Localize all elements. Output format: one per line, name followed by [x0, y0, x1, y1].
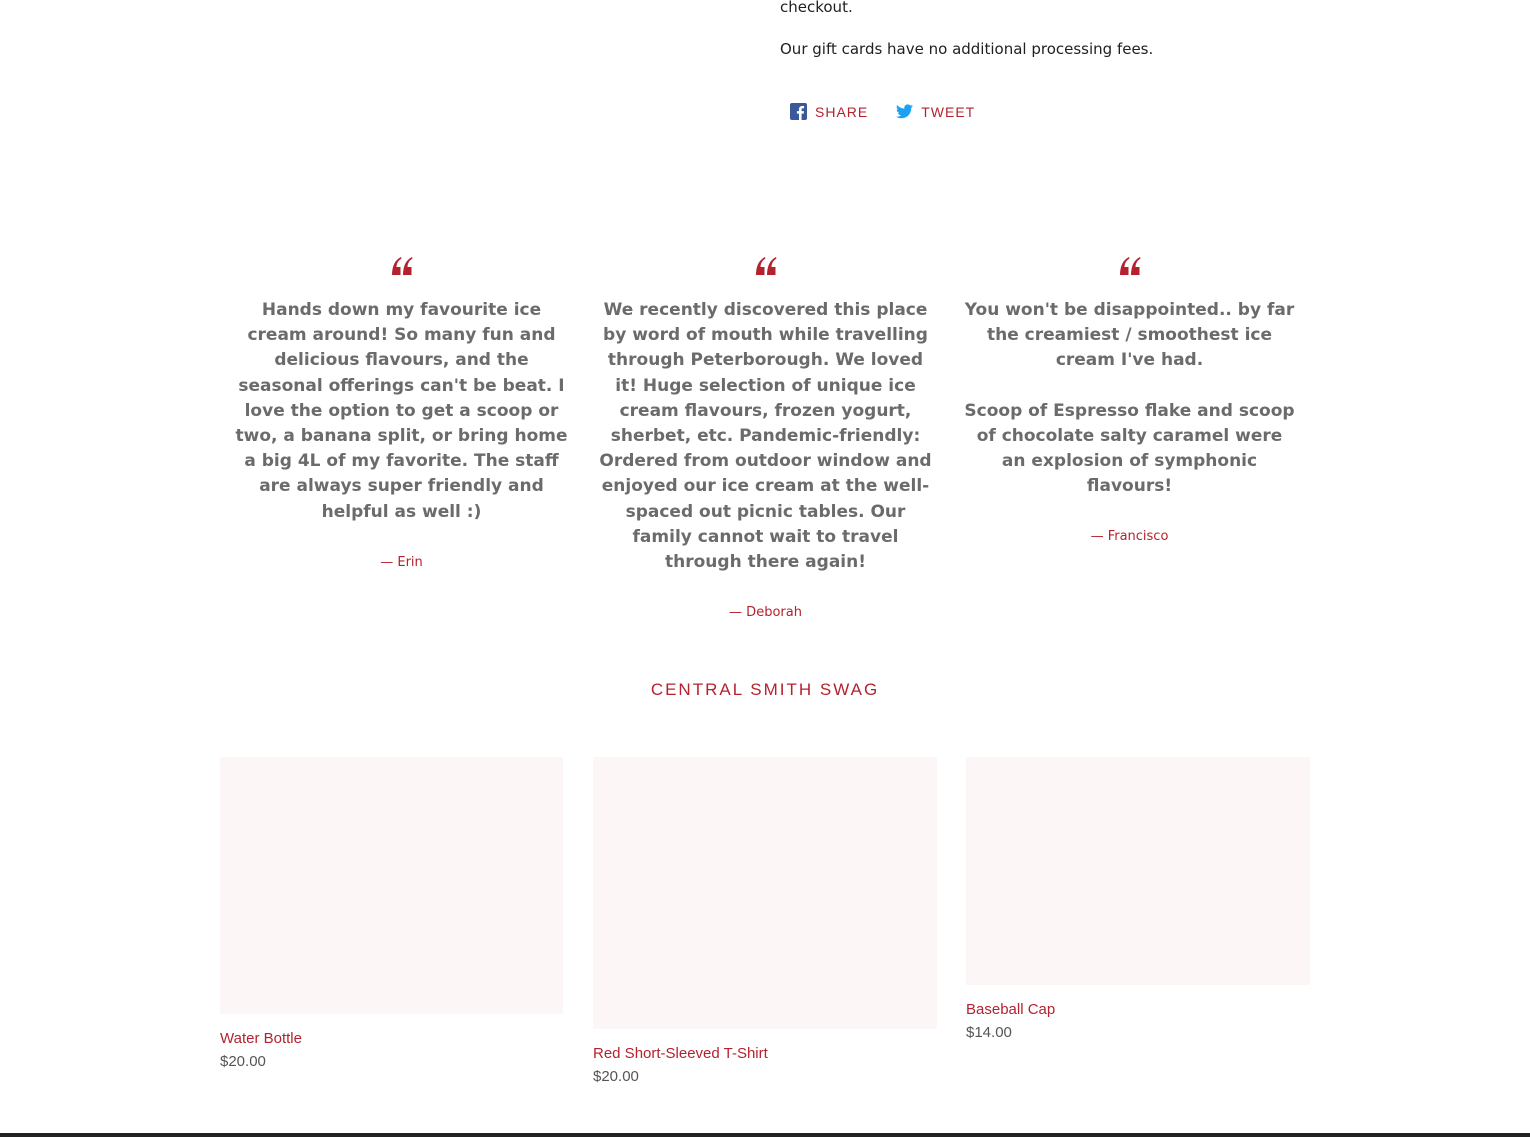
testimonial-author: — Erin [380, 554, 423, 570]
share-facebook-button[interactable] [790, 103, 868, 120]
facebook-icon [790, 103, 807, 120]
gift-card-fees-note: Our gift cards have no additional processing fees. [780, 40, 1154, 58]
quote-icon [1118, 255, 1142, 277]
product-image[interactable] [966, 757, 1310, 985]
testimonial-author: — Deborah [729, 605, 802, 621]
footer-divider [0, 1133, 1530, 1137]
collection-title: CENTRAL SMITH SWAG [650, 680, 880, 699]
testimonial-paragraph: We recently discovered this place by word of mouth while travelling through Peterborough. We loved it! Huge selection of unique ice cream flavours, frozen yogurt, sherbet, etc. Pandemic-friendly: Ordered from outdoor window and enjoyed our ice cream at the well-spaced out picnic tables. Our family cannot wait to travel through there again! [599, 300, 932, 573]
product-description-tail: checkout. [780, 0, 853, 16]
testimonial-text [962, 298, 1297, 499]
testimonial-paragraph: You won't be disappointed.. by far the creamiest / smoothest ice cream I've had. [964, 300, 1295, 371]
testimonial-1 [234, 255, 569, 570]
testimonial-2 [597, 255, 934, 620]
quote-icon [754, 255, 778, 277]
product-price: $20.00 [593, 1068, 639, 1085]
product-card-water-bottle[interactable] [220, 757, 563, 1070]
product-card-red-tshirt[interactable] [593, 757, 937, 1085]
product-image[interactable] [593, 757, 937, 1029]
testimonial-3 [962, 255, 1297, 544]
testimonial-author: — Francisco [1090, 529, 1169, 545]
product-title[interactable]: Water Bottle [220, 1030, 302, 1047]
twitter-icon [896, 104, 913, 119]
product-card-baseball-cap[interactable] [966, 757, 1310, 1041]
share-label: SHARE [815, 103, 869, 120]
product-title[interactable]: Red Short-Sleeved T-Shirt [593, 1045, 768, 1062]
social-sharing [790, 103, 975, 120]
testimonial-text [597, 298, 934, 575]
quote-icon [390, 255, 414, 277]
product-price: $14.00 [966, 1024, 1012, 1041]
product-title[interactable]: Baseball Cap [966, 1001, 1056, 1018]
product-image[interactable] [220, 757, 563, 1014]
tweet-button[interactable] [896, 103, 975, 120]
tweet-label: TWEET [921, 103, 976, 120]
product-price: $20.00 [220, 1053, 266, 1070]
testimonial-paragraph: Scoop of Espresso flake and scoop of chocolate salty caramel were an explosion of symphonic flavours! [964, 400, 1295, 497]
testimonial-paragraph: Hands down my favourite ice cream around! So many fun and delicious flavours, and the seasonal offerings can't be beat. I love the option to get a scoop or two, a banana split, or bring home a big 4L of my favorite. The staff are always super friendly and helpful as well :) [235, 300, 568, 522]
testimonial-text [234, 298, 569, 525]
